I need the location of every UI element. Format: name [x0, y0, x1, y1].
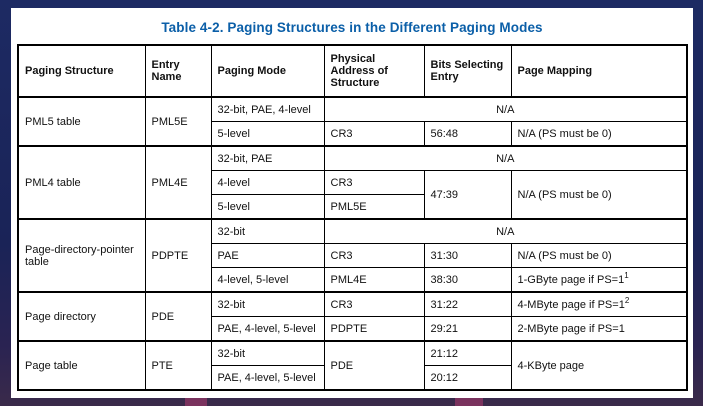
table-row: [18, 146, 687, 171]
document-page: [11, 8, 693, 398]
bits-cell: 29:21: [424, 317, 511, 342]
header-paging-mode: Paging Mode: [211, 45, 324, 97]
address-cell: PML5E: [324, 195, 424, 220]
na-cell: N/A: [324, 219, 687, 244]
mode-cell: PAE: [211, 244, 324, 268]
na-cell: N/A: [324, 97, 687, 122]
bits-cell: 56:48: [424, 122, 511, 147]
mapping-text: 1-GByte page if PS=1: [517, 273, 625, 286]
mode-cell: 32-bit: [211, 219, 324, 244]
header-page-mapping: Page Mapping: [511, 45, 687, 97]
bits-cell: 47:39: [424, 171, 511, 220]
header-physical-address: Physical Address of Structure: [324, 45, 424, 97]
mode-cell: 4-level: [211, 171, 324, 195]
table-row: [18, 97, 687, 122]
table-caption: Table 4-2. Paging Structures in the Different Paging Modes: [161, 20, 543, 35]
footnote-marker: 2: [624, 295, 630, 305]
mode-cell: 5-level: [211, 195, 324, 220]
bits-cell: 21:12: [424, 341, 511, 366]
mapping-cell: 2-MByte page if PS=1: [511, 317, 687, 342]
address-cell: PDPTE: [324, 317, 424, 342]
structure-cell: Page directory: [18, 292, 145, 341]
entry-cell: PDE: [145, 292, 211, 341]
mode-cell: 32-bit: [211, 341, 324, 366]
header-paging-structure: Paging Structure: [18, 45, 145, 97]
structure-cell: PML5 table: [18, 97, 145, 146]
mapping-cell: [511, 268, 687, 293]
mode-cell: 4-level, 5-level: [211, 268, 324, 293]
header-bits-selecting: Bits Selecting Entry: [424, 45, 511, 97]
mode-cell: PAE, 4-level, 5-level: [211, 317, 324, 342]
mapping-cell: N/A (PS must be 0): [511, 171, 687, 220]
mapping-cell: 4-KByte page: [511, 341, 687, 390]
table-row: [18, 341, 687, 366]
entry-cell: PML5E: [145, 97, 211, 146]
entry-cell: PTE: [145, 341, 211, 390]
entry-cell: PML4E: [145, 146, 211, 219]
footnote-marker: 1: [624, 270, 629, 280]
bits-cell: 31:30: [424, 244, 511, 268]
bits-cell: 20:12: [424, 366, 511, 391]
header-entry-name: Entry Name: [145, 45, 211, 97]
address-cell: CR3: [324, 171, 424, 195]
mode-cell: PAE, 4-level, 5-level: [211, 366, 324, 391]
table-row: [18, 292, 687, 317]
structure-cell: PML4 table: [18, 146, 145, 219]
address-cell: CR3: [324, 292, 424, 317]
background-accent-right: [455, 398, 483, 406]
mapping-cell: N/A (PS must be 0): [511, 122, 687, 147]
bits-cell: 38:30: [424, 268, 511, 293]
entry-cell: PDPTE: [145, 219, 211, 292]
address-cell: PDE: [324, 341, 424, 390]
address-cell: CR3: [324, 244, 424, 268]
table-row: [18, 219, 687, 244]
mode-cell: 32-bit, PAE: [211, 146, 324, 171]
address-cell: CR3: [324, 122, 424, 147]
background-accent-left: [185, 398, 207, 406]
mapping-cell: N/A (PS must be 0): [511, 244, 687, 268]
header-row: [18, 45, 687, 97]
mode-cell: 5-level: [211, 122, 324, 147]
paging-structures-table: [17, 44, 688, 391]
structure-cell: Page-directory-pointer table: [18, 219, 145, 292]
mapping-cell: [511, 292, 687, 317]
mode-cell: 32-bit, PAE, 4-level: [211, 97, 324, 122]
structure-cell: Page table: [18, 341, 145, 390]
address-cell: PML4E: [324, 268, 424, 293]
mapping-text: 4-MByte page if PS=1: [517, 298, 625, 311]
bits-cell: 31:22: [424, 292, 511, 317]
na-cell: N/A: [324, 146, 687, 171]
mode-cell: 32-bit: [211, 292, 324, 317]
